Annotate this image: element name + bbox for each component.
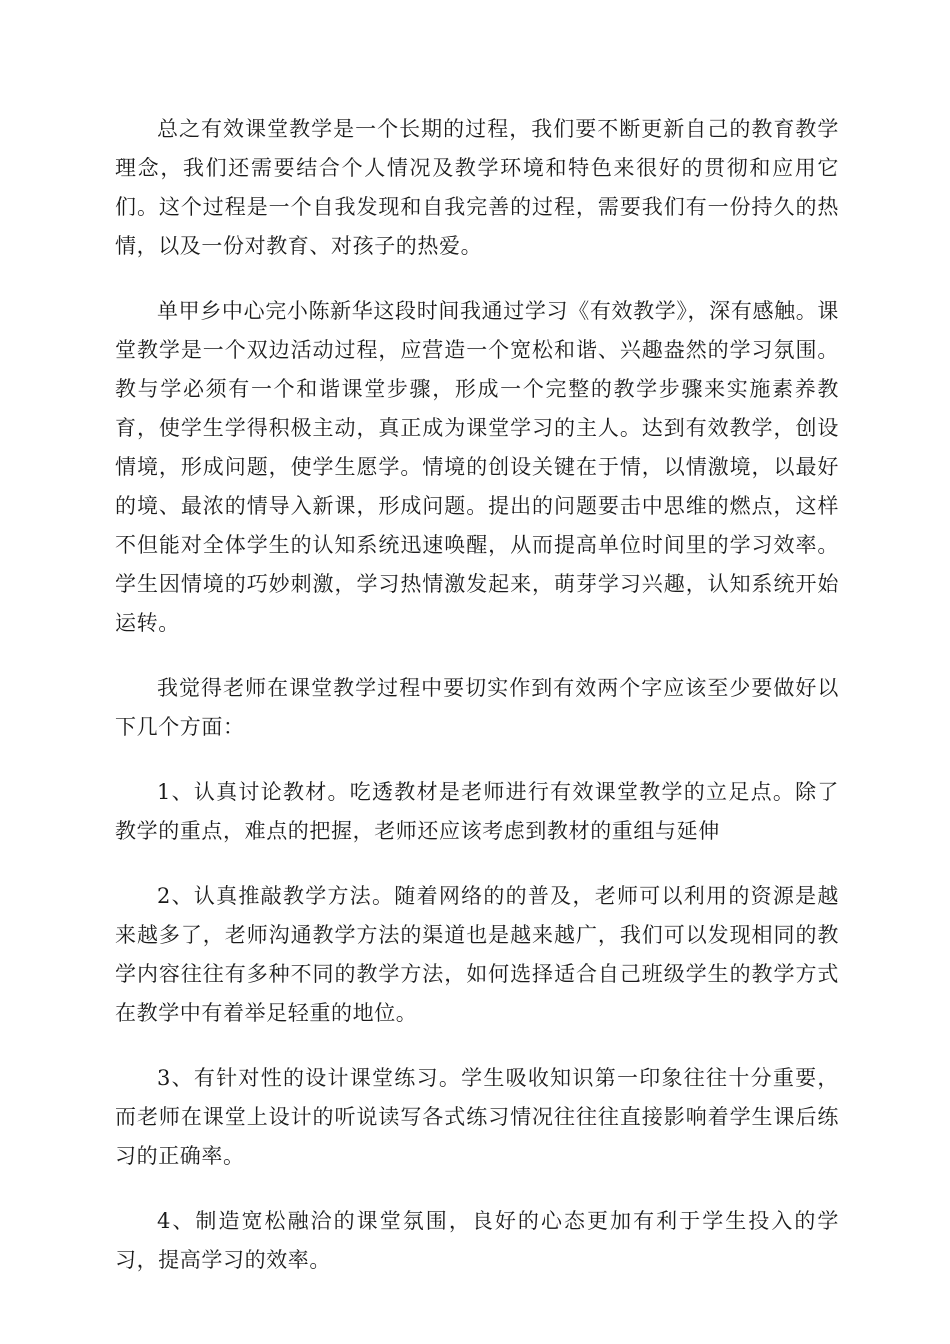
document-body bbox=[115, 110, 839, 1306]
paragraph-reflection: 单甲乡中心完小陈新华这段时间我通过学习《有效教学》，深有感触。课堂教学是一个双边活动过程，应营造一个宽松和谐、兴趣盎然的学习氛围。教与学必须有一个和谐课堂步骤，形成一个完整的教学步骤来实施素养教育，使学生学得积极主动，真正成为课堂学习的主人。达到有效教学，创设情境，形成问题，使学生愿学。情境的创设关键在于情，以情激境，以最好的境、最浓的情导入新课，形成问题。提出的问题要击中思维的燃点，这样不但能对全体学生的认知系统迅速唤醒，从而提高单位时间里的学习效率。学生因情境的巧妙刺激，学习热情激发起来，萌芽学习兴趣，认知系统开始运转。 bbox=[115, 299, 839, 635]
list-item-atmosphere: 4、制造宽松融洽的课堂氛围，良好的心态更加有利于学生投入的学习，提高学习的效率。 bbox=[115, 1209, 839, 1272]
list-item-methods: 2、认真推敲教学方法。随着网络的的普及，老师可以利用的资源是越来越多了，老师沟通教学方法的渠道也是越来越广，我们可以发现相同的教学内容往往有多种不同的教学方法，如何选择适合自己班级学生的教学方式在教学中有着举足轻重的地位。 bbox=[115, 884, 839, 1025]
list-item-textbook: 1、认真讨论教材。吃透教材是老师进行有效课堂教学的立足点。除了教学的重点，难点的把握，老师还应该考虑到教材的重组与延伸 bbox=[115, 780, 839, 843]
list-item-exercises: 3、有针对性的设计课堂练习。学生吸收知识第一印象往往十分重要，而老师在课堂上设计的听说读写各式练习情况往往往直接影响着学生课后练习的正确率。 bbox=[115, 1066, 839, 1168]
paragraph-conclusion: 总之有效课堂教学是一个长期的过程，我们要不断更新自己的教育教学理念，我们还需要结合个人情况及教学环境和特色来很好的贯彻和应用它们。这个过程是一个自我发现和自我完善的过程，需要我们有一份持久的热情，以及一份对教育、对孩子的热爱。 bbox=[115, 117, 839, 258]
paragraph-intro-list: 我觉得老师在课堂教学过程中要切实作到有效两个字应该至少要做好以下几个方面： bbox=[115, 676, 839, 739]
